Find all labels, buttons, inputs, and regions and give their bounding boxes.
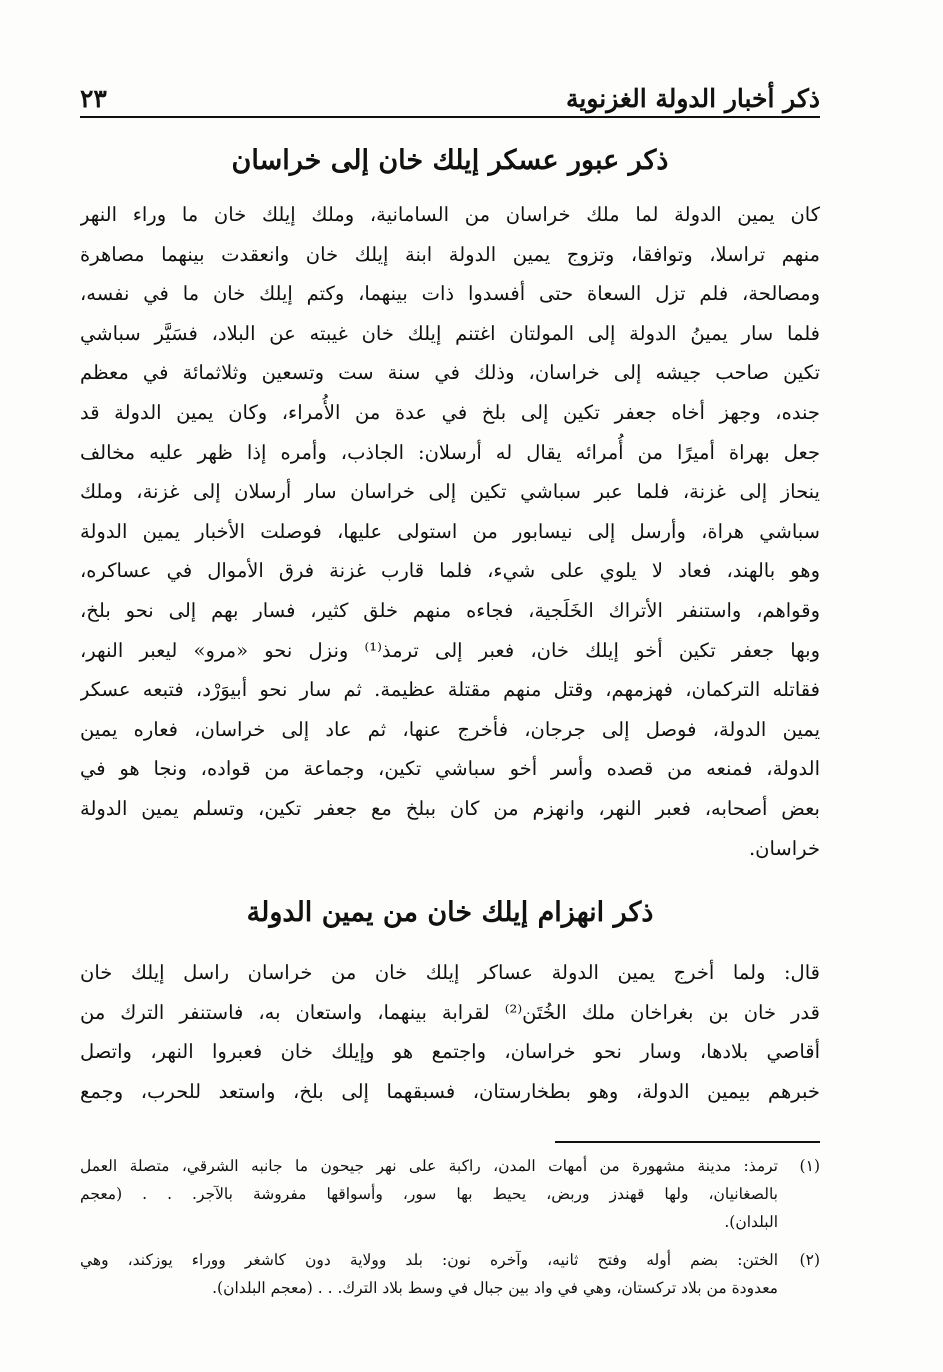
footnote xyxy=(80,1246,820,1302)
footnote-separator xyxy=(555,1141,820,1143)
section-heading-2: ذكر انهزام إيلك خان من يمين الدولة xyxy=(246,897,654,928)
text-line: وبها جعفر تكين أخو إيلك خان، فعبر إلى ترمذ⁽¹⁾ ونزل نحو «مرو» ليعبر النهر، xyxy=(80,638,820,662)
footnote-line: بالصغانيان، ولها قهندز وربض، يحيط بها سور، وأسواقها مفروشة بالآجر. . . (معجم xyxy=(80,1185,778,1203)
text-line: وقواهم، واستنفر الأتراك الخَلَجية، فجاءه منهم خلق كثير، فسار بهم إلى نحو بلخ، xyxy=(80,598,820,622)
text-line: منهم تراسلا، وتوافقا، وتزوج يمين الدولة ابنة إيلك خان وانعقدت بينهما مصاهرة xyxy=(80,242,820,266)
text-line: بعض أصحابه، فعبر النهر، وانهزم من كان ببلخ مع جعفر تكين، وتسلم يمين الدولة xyxy=(80,796,820,820)
section-heading-1: ذكر عبور عسكر إيلك خان إلى خراسان xyxy=(231,145,669,176)
text-line: ومصالحة، فلم تزل السعاة حتى أفسدوا ذات بينهما، وكتم إيلك خان ما في نفسه، xyxy=(80,282,820,306)
text-line: فقاتله التركمان، فهزمهم، وقتل منهم مقتلة عظيمة. ثم سار نحو أبيوَرْد، فتبعه عسكر xyxy=(80,678,820,702)
footnote xyxy=(80,1152,820,1236)
footnote-line: معدودة من بلاد تركستان، وهي في واد بين جبال في وسط بلاد الترك. . . (معجم البلدان). xyxy=(212,1279,778,1297)
text-line: يمين الدولة، فوصل إلى جرجان، فأخرج عنها، ثم عاد إلى خراسان، فعاره يمين xyxy=(80,717,820,741)
text-line: كان يمين الدولة لما ملك خراسان من السامانية، وملك إيلك خان ما وراء النهر xyxy=(80,203,820,226)
text-line: جنده، وجهز أخاه جعفر تكين إلى بلخ في عدة من الأُمراء، وكان يمين الدولة قد xyxy=(80,400,820,424)
running-title: ذكر أخبار الدولة الغزنوية xyxy=(565,84,820,113)
text-line: خراسان. xyxy=(748,836,820,860)
footnote-line: ترمذ: مدينة مشهورة من أمهات المدن، راكبة على نهر جيحون ما جانبه الشرقي، متصلة العمل xyxy=(80,1157,778,1175)
header-rule xyxy=(80,116,820,118)
section-body-2 xyxy=(80,953,820,1111)
footnote-number: (١) xyxy=(799,1157,820,1175)
section-body-1 xyxy=(80,195,820,868)
footnote-number: (٢) xyxy=(799,1251,820,1269)
text-line: جعل بهراة أميرًا من أُمرائه يقال له أرسلان: الجاذب، وأمره إذا ظهر عليه مخالف xyxy=(80,440,820,464)
text-line: وهو بالهند، فعاد لا يلوي على شيء، فلما قارب غزنة فرق الأموال في عساكره، xyxy=(80,559,820,583)
text-line: أقاصي بلادها، وسار نحو خراسان، واجتمع هو وإيلك خان فعبروا النهر، واتصل xyxy=(80,1040,820,1064)
text-line: الدولة، فمنعه من قصده وأسر أخو سباشي تكين، وجماعة من قواده، ونجا هو في xyxy=(80,757,820,781)
page-number: ٢٣ xyxy=(80,84,107,113)
footnotes xyxy=(80,1152,820,1312)
text-line: فلما سار يمينُ الدولة إلى المولتان اغتنم إيلك خان غيبته عن البلاد، فسَيَّر سباشي xyxy=(80,321,820,345)
text-line: ينحاز إلى غزنة، فلما عبر سباشي تكين إلى خراسان سار أرسلان إلى غزنة، وملك xyxy=(80,480,820,504)
text-line: تكين صاحب جيشه إلى خراسان، وذلك في سنة ست وتسعين وثلاثمائة في معظم xyxy=(80,361,820,385)
text-line: قدر خان بن بغراخان ملك الخُتَن⁽²⁾ لقرابة بينهما، واستعان به، فاستنفر الترك من xyxy=(80,1000,820,1024)
footnote-line: البلدان). xyxy=(724,1213,778,1231)
text-line: سباشي هراة، وأرسل إلى نيسابور من استولى عليها، فوصلت الأخبار يمين الدولة xyxy=(80,519,820,543)
footnote-line: الختن: بضم أوله وفتح ثانيه، وآخره نون: بلد وولاية دون كاشغر ووراء يوزكند، وهي xyxy=(80,1251,778,1269)
text-line: خبرهم بيمين الدولة، وهو بطخارستان، فسبقهما إلى بلخ، واستعد للحرب، وجمع xyxy=(80,1079,820,1103)
text-line: قال: ولما أخرج يمين الدولة عساكر إيلك خان من خراسان راسل إيلك خان xyxy=(80,961,820,984)
running-header xyxy=(80,80,820,116)
